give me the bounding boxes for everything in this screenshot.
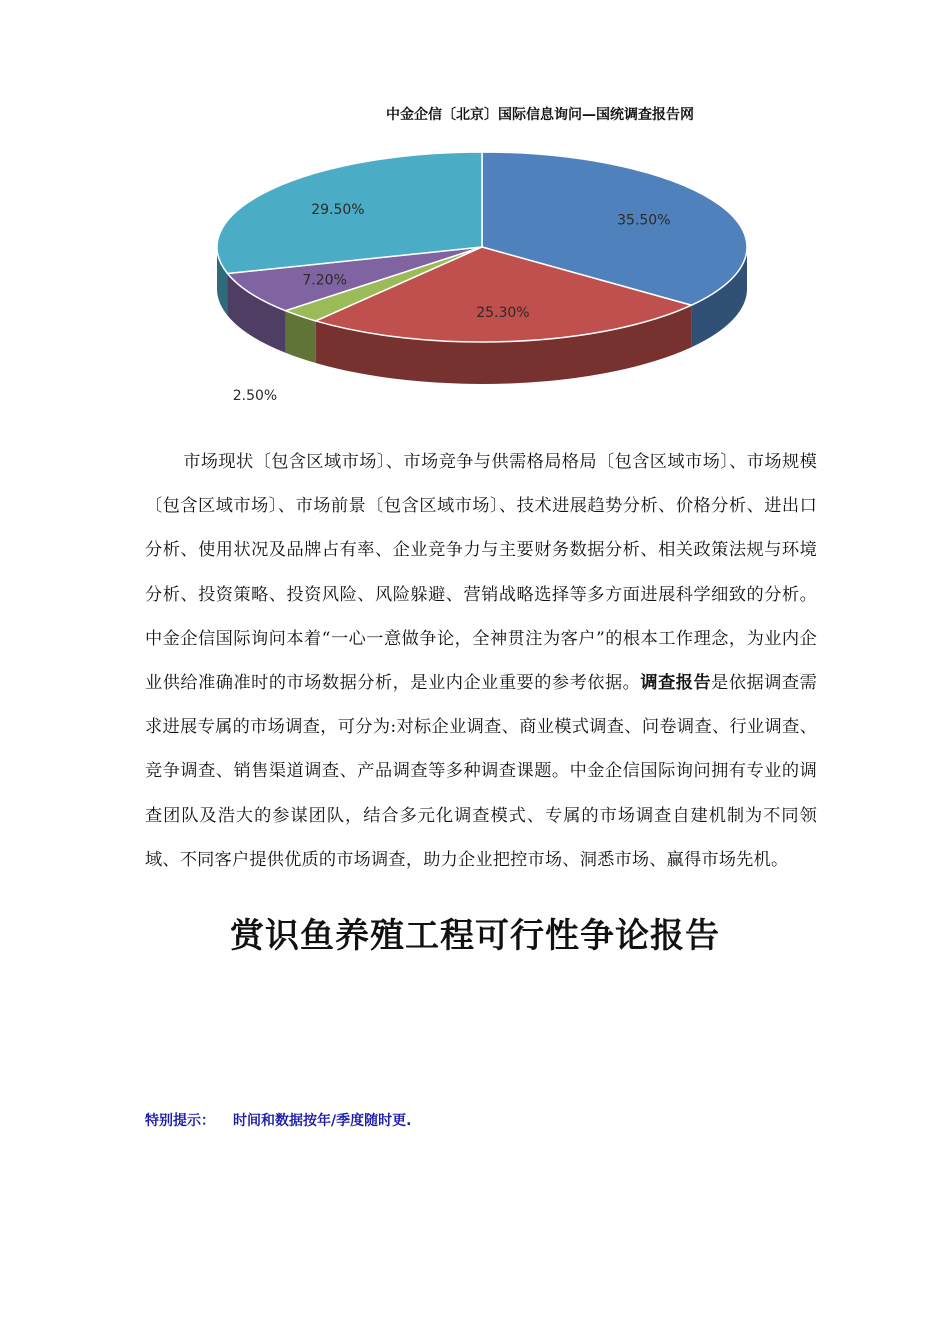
pie-chart	[200, 140, 760, 440]
pie-label-1: 25.30%	[476, 305, 530, 322]
pie-label-4: 29.50%	[311, 202, 365, 219]
pie-chart-svg	[200, 140, 760, 440]
pie-label-0: 35.50%	[617, 212, 671, 229]
pie-label-3: 7.20%	[302, 272, 347, 289]
body-paragraph	[145, 440, 817, 882]
document-title: 赏识鱼养殖工程可行性争论报告	[230, 916, 720, 956]
body-text-part2: 是依据调查需求进展专属的市场调查，可分为:对标企业调查、商业模式调查、问卷调查、行业调查、竞争调查、销售渠道调查、产品调查等多种调查课题。中金企信国际询问拥有专业的调查团队及浩大的参谋团队，结合多元化调查模式、专属的市场调查自建机制为不同领域、不同客户提供优质的市场调查，助力企业把控市场、洞悉市场、赢得市场先机。	[145, 673, 818, 870]
note-label: 特别提示：	[145, 1113, 215, 1129]
body-text-part1: 市场现状〔包含区域市场〕、市场竞争与供需格局格局〔包含区域市场〕、市场规模〔包含区域市场〕、市场前景〔包含区域市场〕、技术进展趋势分析、价格分析、进出口分析、使用状况及品牌占有率、企业竞争力与主要财务数据分析、相关政策法规与环境分析、投资策略、投资风险、风险躲避、营销战略选择等多方面进展科学细致的分析。中金企信国际询问本着“一心一意做争论，全神贯注为客户”的根本工作理念，为业内企业供给准确准时的市场数据分析，是业内企业重要的参考依据。	[145, 452, 817, 694]
page-header: 中金企信〔北京〕国际信息询问—国统调查报告网	[386, 107, 694, 123]
pie-label-2: 2.50%	[232, 388, 278, 405]
special-note	[145, 1110, 411, 1130]
body-text-bold: 调查报告	[640, 673, 712, 694]
note-text: 时间和数据按年/季度随时更.	[233, 1113, 412, 1129]
